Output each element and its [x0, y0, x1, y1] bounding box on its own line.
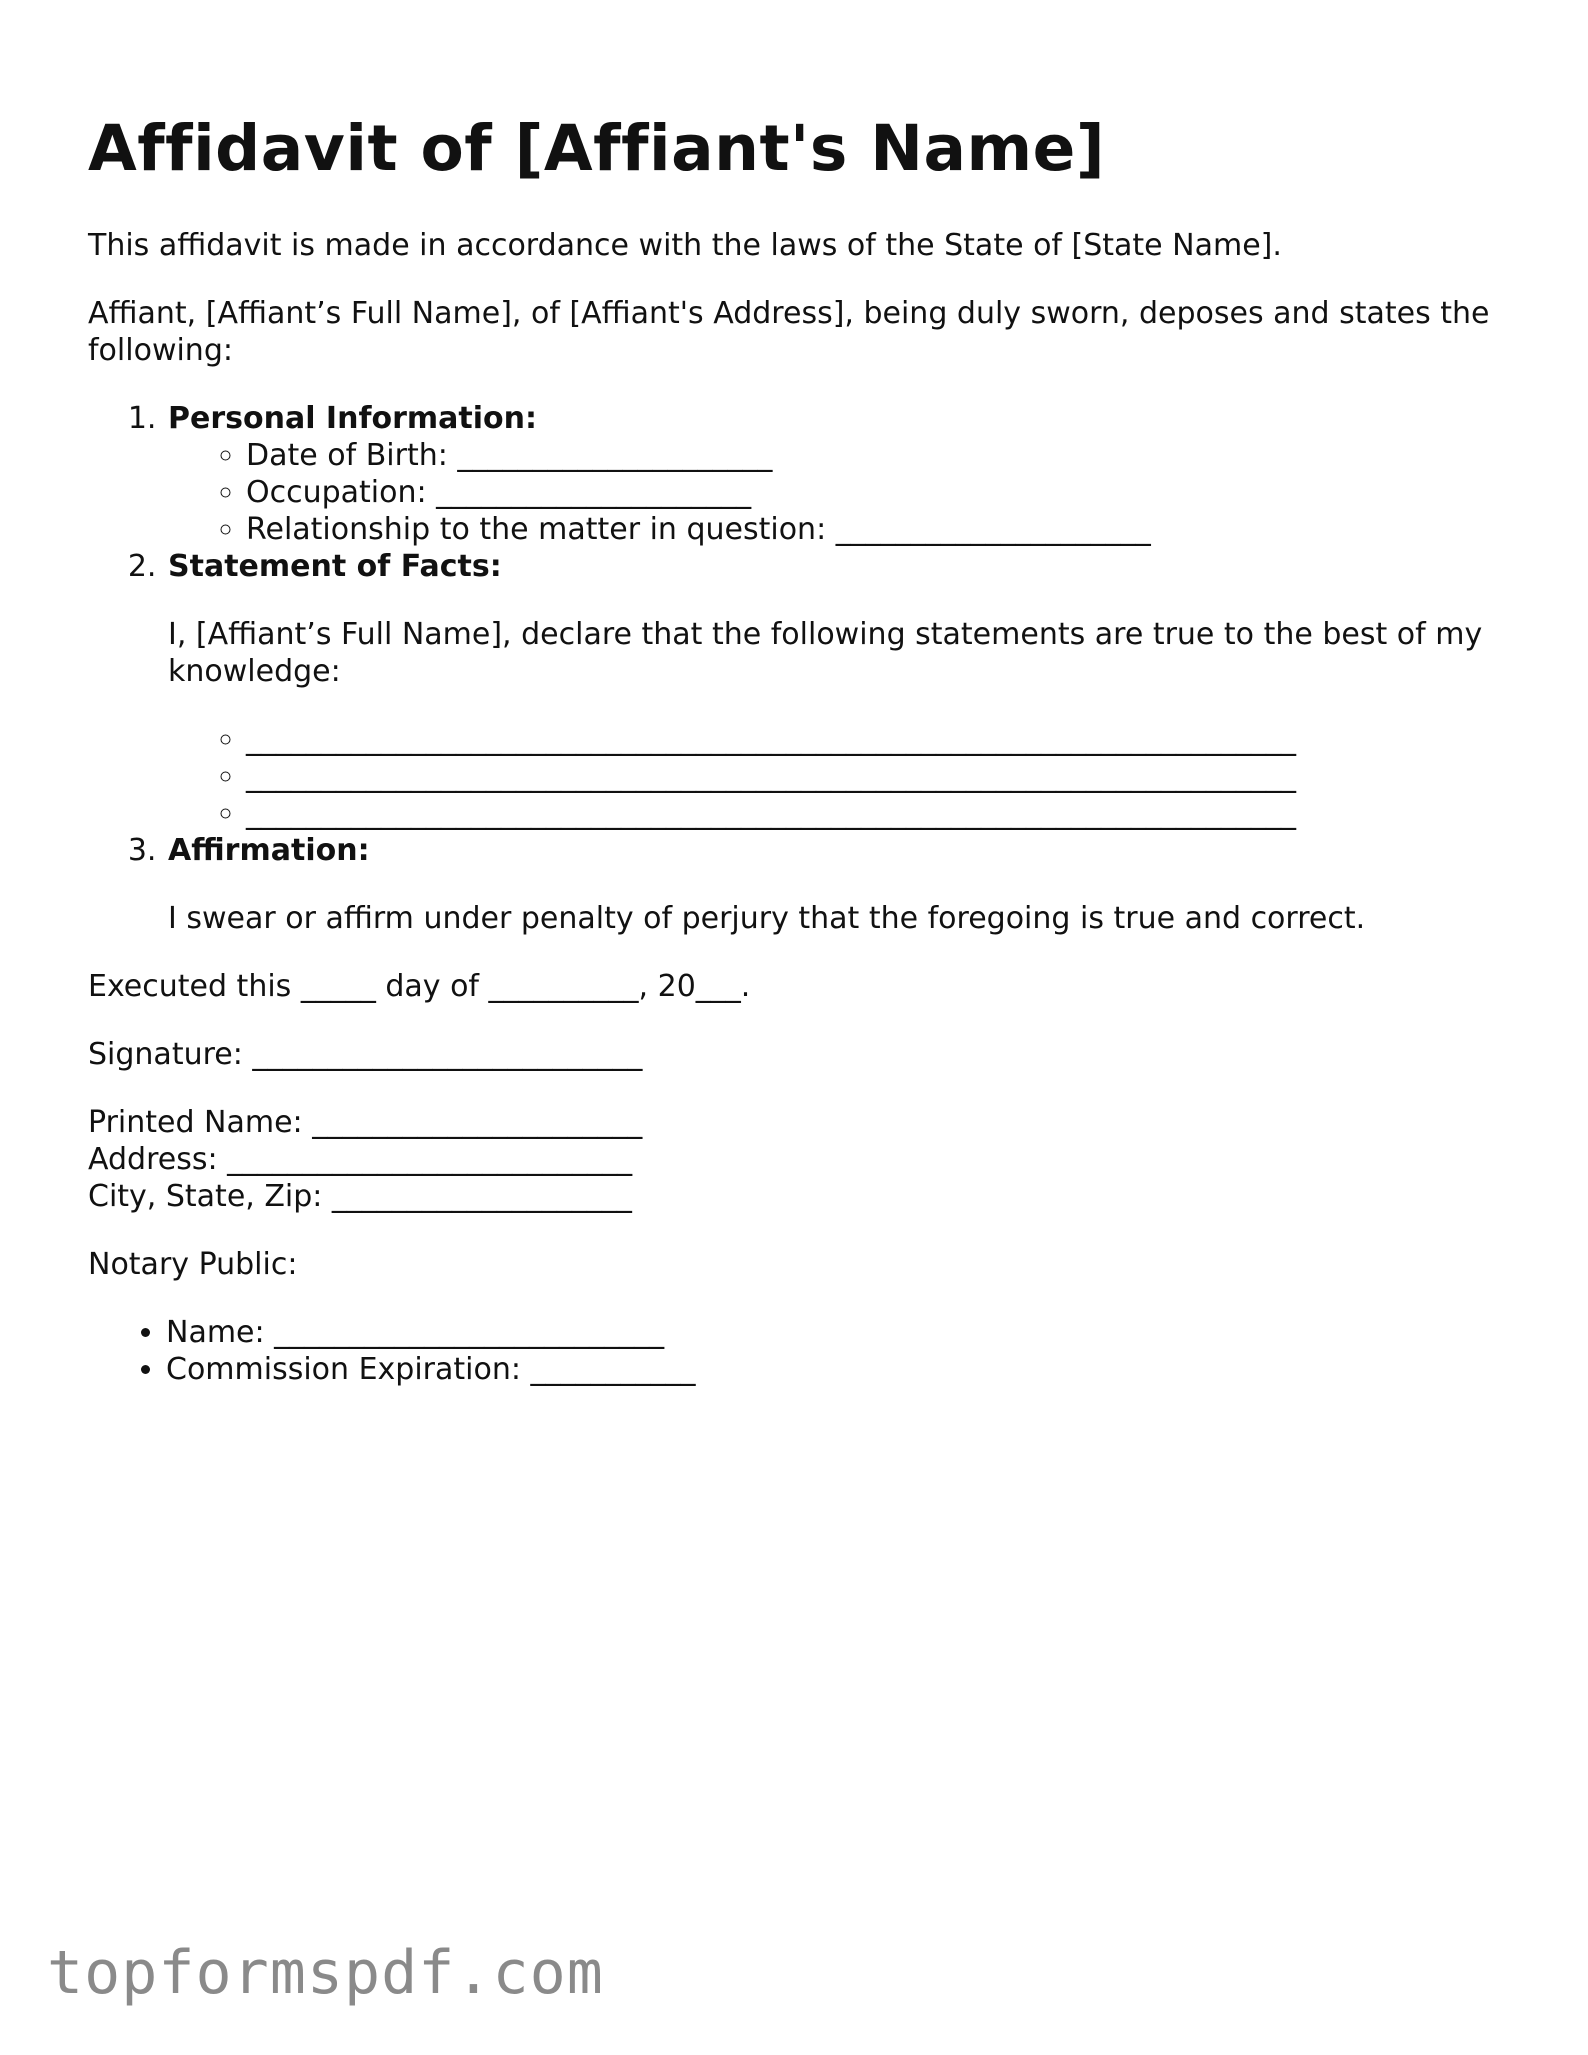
commission-expiration-field[interactable]: • Commission Expiration: ___________ [166, 1351, 1500, 1388]
section-title: Statement of Facts: [168, 549, 502, 584]
occupation-field[interactable]: ◦ Occupation: _____________________ [246, 474, 1500, 511]
section-affirmation [166, 832, 1500, 937]
affiant-details [88, 1104, 1500, 1215]
section-personal-information [166, 400, 1500, 548]
watermark: topformspdf.com [47, 1938, 604, 2008]
affirmation-text: I swear or affirm under penalty of perjury that the foregoing is true and correct. [168, 901, 1366, 936]
date-of-birth-field[interactable]: ◦ Date of Birth: _____________________ [246, 437, 1500, 474]
personal-info-list [168, 437, 1500, 548]
relationship-field[interactable]: ◦ Relationship to the matter in question: _____________________ [246, 511, 1500, 548]
printed-name-field[interactable]: Printed Name: ______________________ [88, 1105, 643, 1140]
facts-list [168, 721, 1500, 832]
city-state-zip-field[interactable]: City, State, Zip: ____________________ [88, 1179, 632, 1214]
address-field[interactable]: Address: ___________________________ [88, 1142, 633, 1177]
notary-name-field[interactable]: • Name: __________________________ [166, 1314, 1500, 1351]
affiant-statement: Affiant, [Affiant’s Full Name], of [Affiant's Address], being duly sworn, deposes and states the following: [88, 296, 1490, 368]
section-statement-of-facts [166, 548, 1500, 832]
fact-line-field[interactable]: ◦ ______________________________________________________________________ [246, 758, 1500, 795]
document-body [88, 227, 1500, 1388]
fact-line-field[interactable]: ◦ ______________________________________________________________________ [246, 795, 1500, 832]
fact-line-field[interactable]: ◦ ______________________________________________________________________ [246, 721, 1500, 758]
facts-declaration: I, [Affiant’s Full Name], declare that the following statements are true to the best of my knowledge: [168, 617, 1483, 689]
section-title: Personal Information: [168, 401, 537, 436]
affidavit-sections [88, 400, 1500, 937]
intro-paragraph: This affidavit is made in accordance with the laws of the State of [State Name]. [88, 228, 1282, 263]
section-title: Affirmation: [168, 833, 370, 868]
notary-list [88, 1314, 1500, 1388]
page-title: Affidavit of [Affiant's Name] [88, 112, 1106, 185]
notary-label: Notary Public: [88, 1247, 298, 1282]
signature-field[interactable]: Signature: __________________________ [88, 1037, 643, 1072]
executed-date-field[interactable]: Executed this _____ day of __________, 20___. [88, 969, 751, 1004]
